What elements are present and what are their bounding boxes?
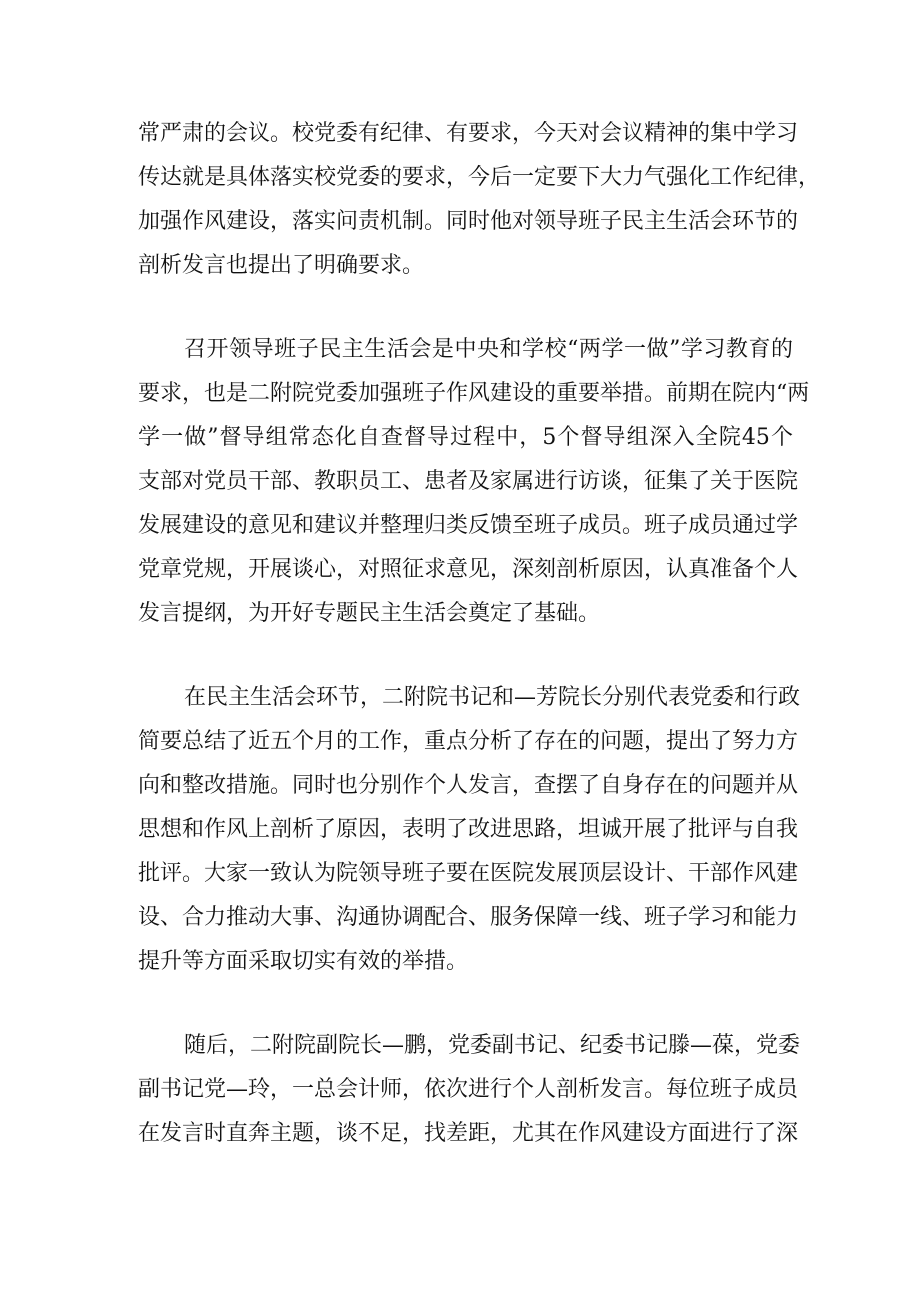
paragraph-line: 加强作风建设，落实问责机制。同时他对领导班子民主生活会环节的 <box>138 209 799 234</box>
paragraph-line: 传达就是具体落实校党委的要求，今后一定要下大力气强化工作纪律， <box>138 165 821 190</box>
paragraph-line: 支部对党员干部、教职员工、患者及家属进行访谈，征集了关于医院 <box>138 469 799 494</box>
paragraph-line: 剖析发言也提出了明确要求。 <box>138 253 425 278</box>
paragraph-line: 批评。大家一致认为院领导班子要在医院发展顶层设计、干部作风建 <box>138 861 799 886</box>
paragraph-line: 简要总结了近五个月的工作，重点分析了存在的问题，提出了努力方 <box>138 729 799 754</box>
paragraph-line: 思想和作风上剖析了原因，表明了改进思路，坦诚开展了批评与自我 <box>138 817 799 842</box>
paragraph-line: 学一做”督导组常态化自查督导过程中，5个督导组深入全院45个 <box>138 425 793 450</box>
paragraph-line: 常严肃的会议。校党委有纪律、有要求，今天对会议精神的集中学习 <box>138 121 799 146</box>
paragraph-line: 要求，也是二附院党委加强班子作风建设的重要举措。前期在院内“两 <box>138 381 810 406</box>
paragraph-line: 向和整改措施。同时也分别作个人发言，查摆了自身存在的问题并从 <box>138 773 799 798</box>
paragraph-line: 提升等方面采取切实有效的举措。 <box>138 949 469 974</box>
paragraph-line: 在民主生活会环节，二附院书记和—芳院长分别代表党委和行政 <box>184 685 801 710</box>
paragraph-line: 副书记党—玲，一总会计师，依次进行个人剖析发言。每位班子成员 <box>138 1077 799 1102</box>
paragraph-line: 发言提纲，为开好专题民主生活会奠定了基础。 <box>138 601 601 626</box>
paragraph-line: 党章党规，开展谈心，对照征求意见，深刻剖析原因，认真准备个人 <box>138 557 799 582</box>
paragraph-line: 发展建设的意见和建议并整理归类反馈至班子成员。班子成员通过学 <box>138 513 799 538</box>
paragraph-line: 召开领导班子民主生活会是中央和学校“两学一做”学习教育的 <box>184 337 793 362</box>
paragraph-line: 随后，二附院副院长—鹏，党委副书记、纪委书记滕—葆，党委 <box>184 1033 801 1058</box>
paragraph-line: 设、合力推动大事、沟通协调配合、服务保障一线、班子学习和能力 <box>138 905 799 930</box>
paragraph-line: 在发言时直奔主题，谈不足，找差距，尤其在作风建设方面进行了深 <box>138 1121 799 1146</box>
